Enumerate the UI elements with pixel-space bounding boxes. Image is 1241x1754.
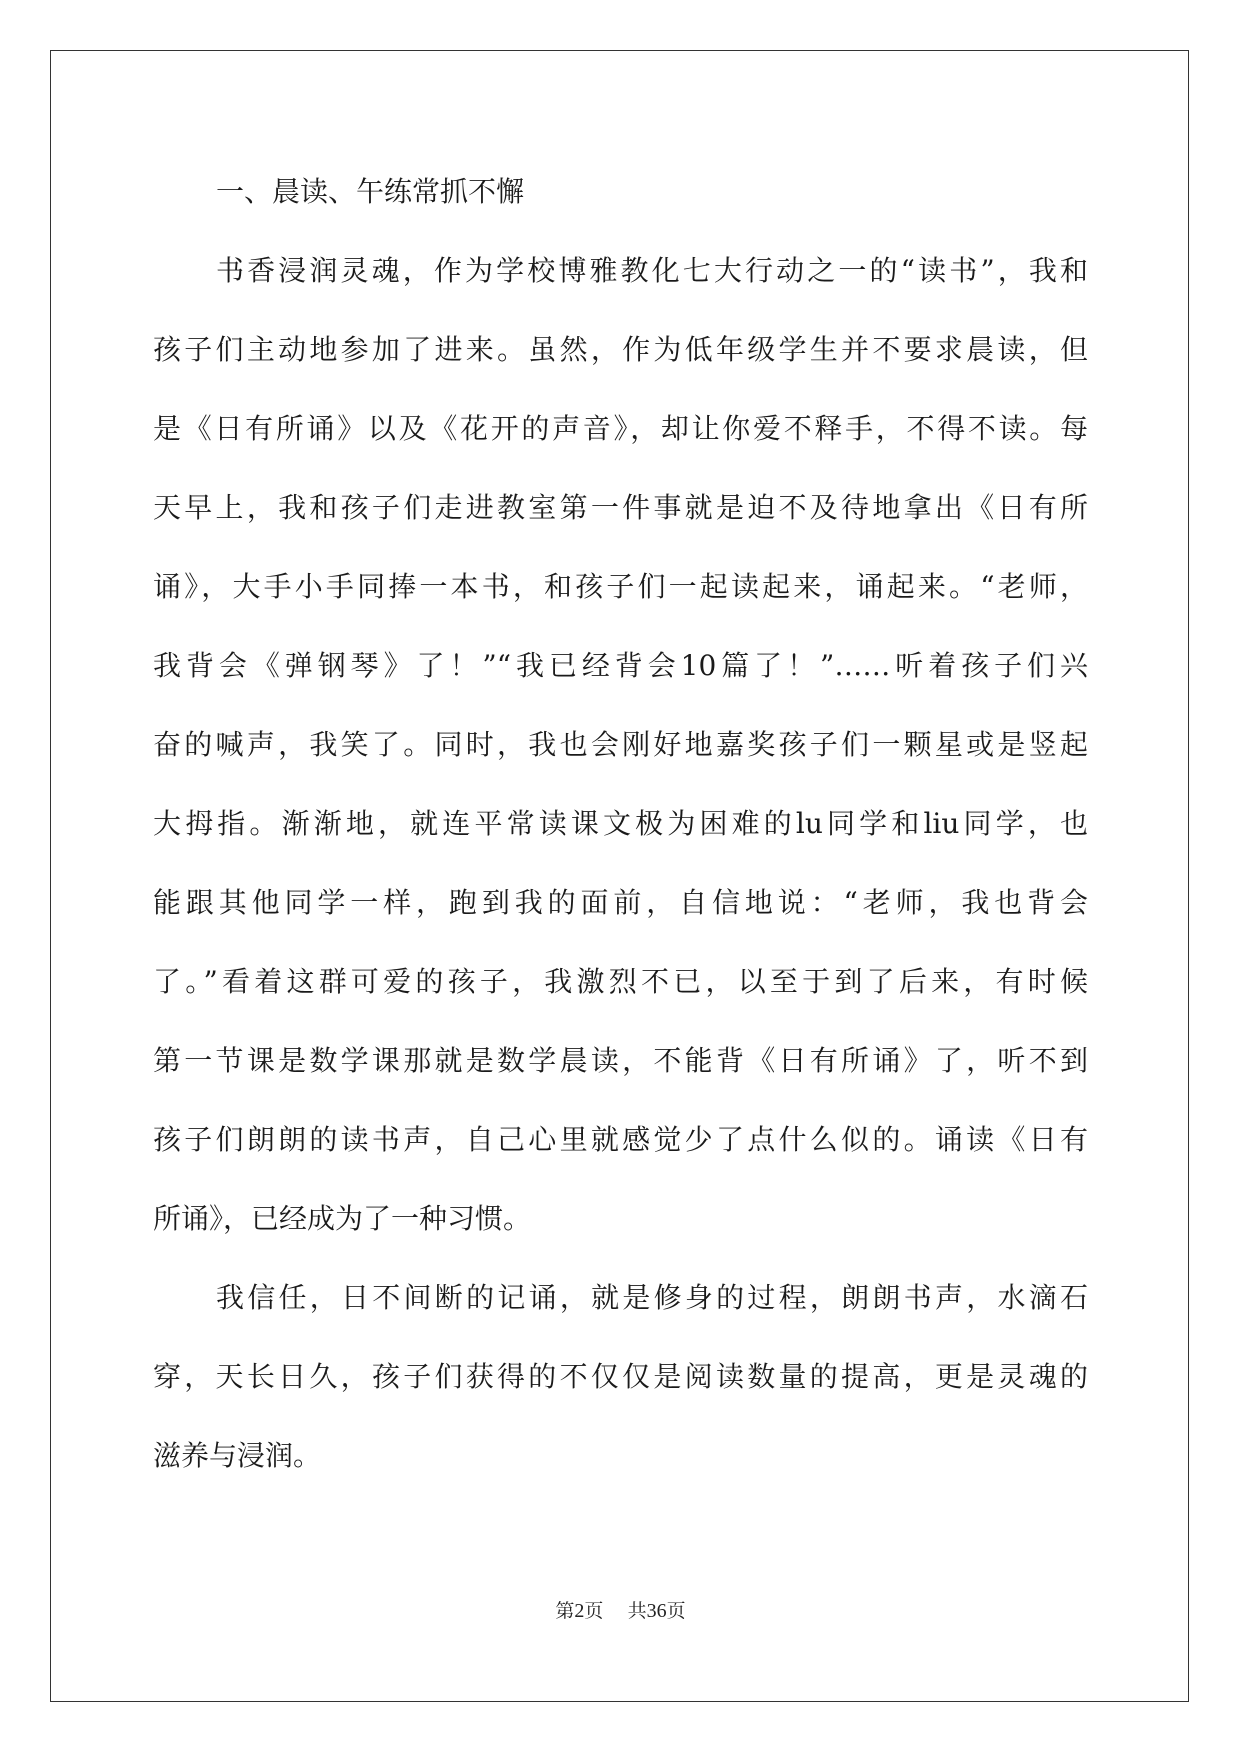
paragraph-line: 所诵》，已经成为了一种习惯。 [153, 1202, 532, 1235]
paragraph-line: 穿，天长日久，孩子们获得的不仅仅是阅读数量的提高，更是灵魂的 [153, 1360, 1088, 1393]
paragraph-line: 书香浸润灵魂，作为学校博雅教化七大行动之一的“读书”，我和 [216, 254, 1088, 287]
paragraph-line: 能跟其他同学一样，跑到我的面前，自信地说：“老师，我也背会 [153, 886, 1088, 919]
paragraph-line: 大拇指。渐渐地，就连平常读课文极为困难的lu同学和liu同学，也 [153, 807, 1088, 840]
page-suffix: 页 [584, 1600, 604, 1622]
total-pages: 36 [646, 1600, 667, 1622]
page-prefix: 第 [555, 1600, 575, 1622]
section-heading: 一、晨读、午练常抓不懈 [216, 175, 525, 208]
total-suffix: 页 [666, 1600, 686, 1622]
paragraph-line: 是《日有所诵》以及《花开的声音》，却让你爱不释手，不得不读。每 [153, 412, 1088, 445]
page-number: 2 [574, 1600, 585, 1622]
paragraph-line: 奋的喊声，我笑了。同时，我也会刚好地嘉奖孩子们一颗星或是竖起 [153, 728, 1088, 761]
paragraph-line: 我背会《弹钢琴》了！”“我已经背会10篇了！”……听着孩子们兴 [153, 649, 1088, 682]
total-prefix: 共 [627, 1600, 647, 1622]
paragraph-line: 诵》，大手小手同捧一本书，和孩子们一起读起来，诵起来。“老师， [153, 570, 1088, 603]
paragraph [153, 241, 1088, 1249]
paragraph-line: 我信任，日不间断的记诵，就是修身的过程，朗朗书声，水滴石 [216, 1281, 1088, 1314]
paragraph-line: 孩子们主动地参加了进来。虽然，作为低年级学生并不要求晨读，但 [153, 333, 1088, 366]
paragraph [153, 1268, 1088, 1486]
paragraph-line: 了。”看着这群可爱的孩子，我激烈不已，以至于到了后来，有时候 [153, 965, 1088, 998]
document-body [153, 162, 1088, 1505]
paragraphs [153, 241, 1088, 1486]
paragraph-line: 孩子们朗朗的读书声，自己心里就感觉少了点什么似的。诵读《日有 [153, 1123, 1088, 1156]
page-footer [0, 1599, 1241, 1623]
paragraph-line: 天早上，我和孩子们走进教室第一件事就是迫不及待地拿出《日有所 [153, 491, 1088, 524]
paragraph-line: 滋养与浸润。 [153, 1439, 322, 1472]
paragraph-line: 第一节课是数学课那就是数学晨读，不能背《日有所诵》了，听不到 [153, 1044, 1088, 1077]
